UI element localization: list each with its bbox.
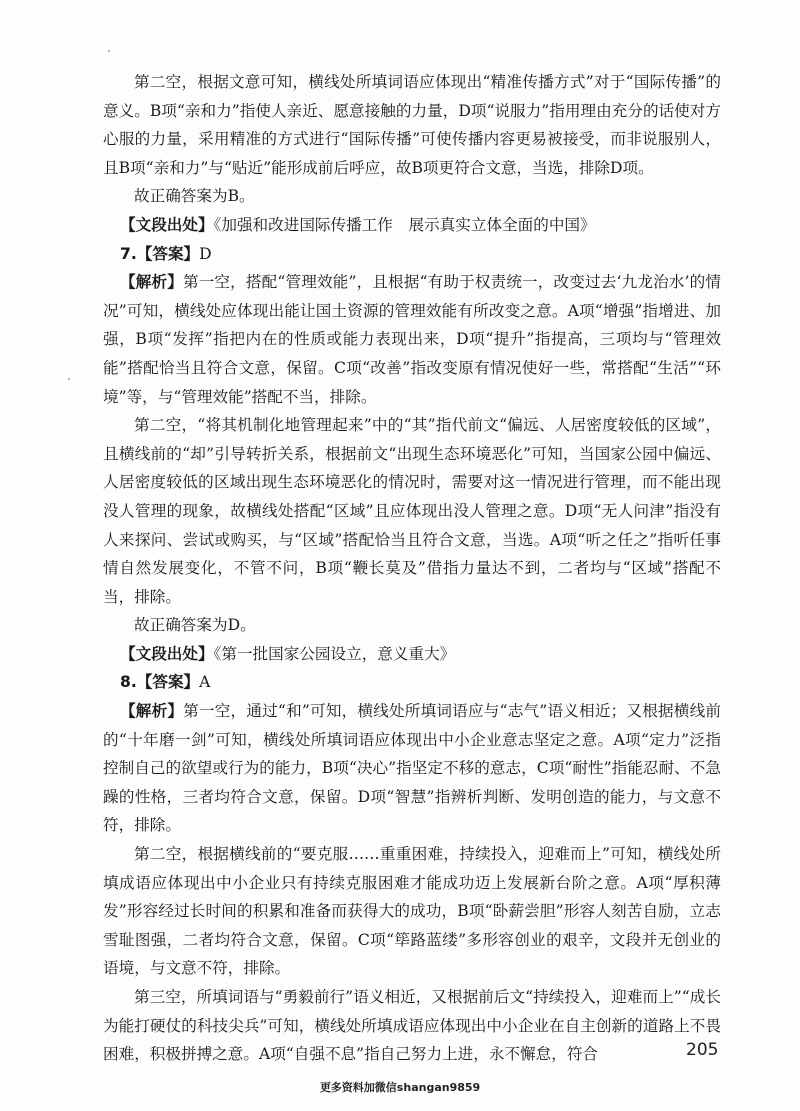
paragraph-text: 《加强和改进国际传播工作 展示真实立体全面的中国》 [213,215,596,234]
page-body [103,68,721,1069]
scan-speck [68,378,70,380]
paragraph-text: 故正确答案为D。 [134,616,256,635]
paragraph [103,983,721,1069]
page-number: 205 [686,1040,719,1060]
paragraph-label: 【解析】 [120,273,183,292]
paragraph-label: 8.【答案】 [120,673,200,692]
labeled-paragraph [103,697,721,840]
paragraph-text: 第二空，根据文意可知，横线处所填词语应体现出“精准传播方式”对于“国际传播”的意义。B项“亲和力”指使人亲近、愿意接触的力量，D项“说服力”指用理由充分的话使对方心服的力量，采用精准的方式进行“国际传播”可使传播内容更易被接受，而非说服别人，且B项“亲和力”与“贴近”能形成前后呼应，故B项更符合文意，当选，排除D项。 [103,73,721,177]
paragraph-label: 7.【答案】 [120,244,200,263]
answer-line [103,240,721,269]
scan-speck [108,50,110,52]
paragraph-label: 【解析】 [120,702,184,721]
paragraph [103,611,721,640]
paragraph-text: 第二空，“将其机制化地管理起来”中的“其”指代前文“偏远、人居密度较低的区域”，且横线前的“却”引导转折关系，根据前文“出现生态环境恶化”可知，当国家公园中偏远、人居密度较低的区域出现生态环境恶化的情况时，需要对这一情况进行管理，而不能出现没人管理的现象，故横线处搭配“区域”且应体现出没人管理之意。D项“无人问津”指没有人来探问、尝试或购买，与“区域”搭配恰当且符合文意，当选。A项“听之任之”指听任事情自然发展变化，不管不问，B项“鞭长莫及”借指力量达不到，二者均与“区域”搭配不当，排除。 [103,416,721,606]
paragraph-text: 第一空，通过“和”可知，横线处所填词语应与“志气”语义相近；又根据横线前的“十年磨一剑”可知，横线处所填词语应体现出中小企业意志坚定之意。A项“定力”泛指控制自己的欲望或行为的能力，B项“决心”指坚定不移的意志，C项“耐性”指能忍耐、不急躁的性格，三者均符合文意，保留。D项“智慧”指辨析判断、发明创造的能力，与文意不符，排除。 [103,702,721,835]
paragraph [103,182,721,211]
labeled-paragraph [103,211,721,240]
answer-line [103,668,721,697]
paragraph [103,411,721,611]
labeled-paragraph [103,640,721,669]
paragraph-text: A [199,673,211,692]
paragraph-text: 第一空，搭配“管理效能”，且根据“有助于权责统一，改变过去‘九龙治水’的情况”可知，横线处应体现出能让国土资源的管理效能有所改变之意。A项“增强”指增进、加强，B项“发挥”指把内在的性质或能力表现出来，D项“提升”指提高，三项均与“管理效能”搭配恰当且符合文意，保留。C项“改善”指改变原有情况使好一些，常搭配“生活”“环境”等，与“管理效能”搭配不当，排除。 [103,273,721,406]
paragraph-label: 【文段出处】 [120,215,214,234]
footer-note: 更多资料加微信shangan9859 [319,1081,481,1094]
paragraph-text: D [199,244,212,263]
paragraph-text: 第三空，所填词语与“勇毅前行”语义相近，又根据前后文“持续投入，迎难而上”“成长为能打硬仗的科技尖兵”可知，横线处所填成语应体现出中小企业在自主创新的道路上不畏困难，积极拼搏之意。A项“自强不息”指自己努力上进，永不懈怠，符合 [103,988,721,1064]
paragraph [103,840,721,983]
paragraph-label: 【文段出处】 [120,644,214,663]
paragraph [103,68,721,182]
labeled-paragraph [103,268,721,411]
paragraph-text: 《第一批国家公园设立，意义重大》 [213,644,456,663]
paragraph-text: 故正确答案为B。 [134,187,255,206]
paragraph-text: 第二空，根据横线前的“要克服……重重困难，持续投入，迎难而上”可知，横线处所填成语应体现出中小企业只有持续克服困难才能成功迈上发展新台阶之意。A项“厚积薄发”形容经过长时间的积累和准备而获得大的成功，B项“卧薪尝胆”形容人刻苦自励，立志雪耻图强，二者均符合文意，保留。C项“筚路蓝缕”多形容创业的艰辛，文段并无创业的语境，与文意不符，排除。 [103,845,721,978]
